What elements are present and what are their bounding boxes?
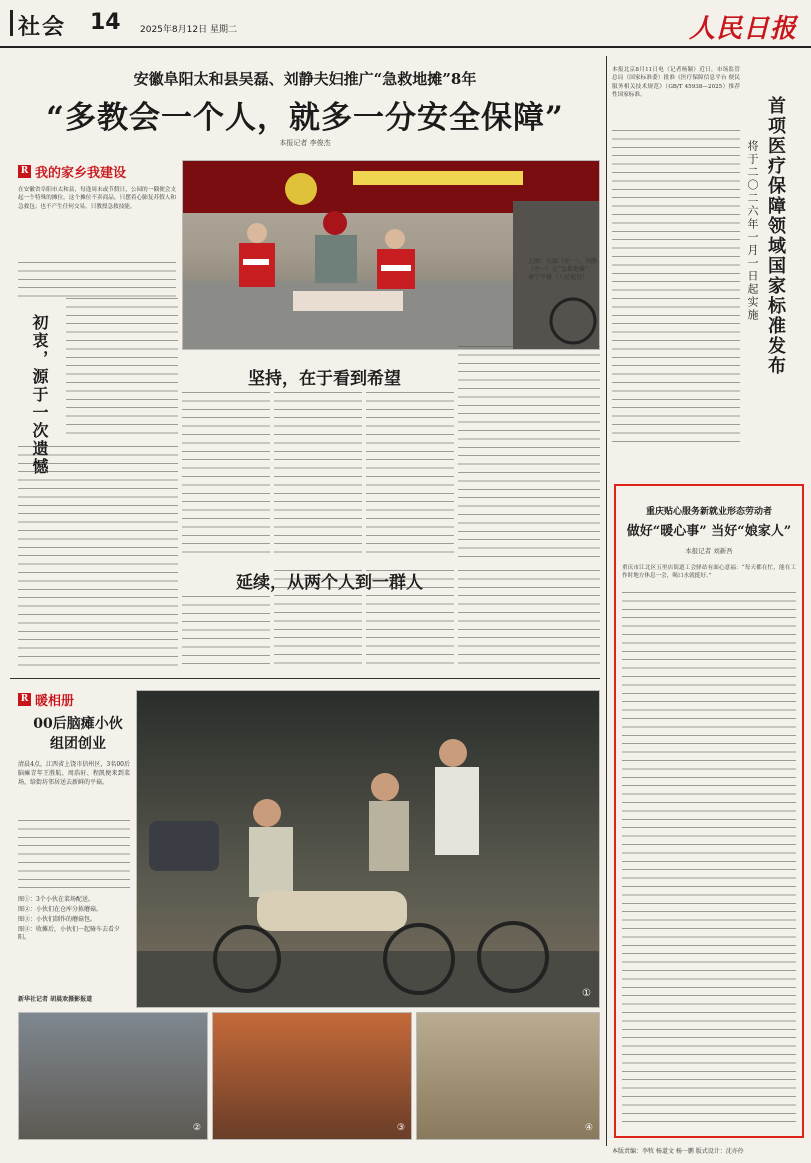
section-name: 社会 bbox=[18, 14, 67, 40]
highlighted-text-block bbox=[622, 592, 796, 1124]
riders-illustration bbox=[137, 691, 600, 1008]
main-photo bbox=[182, 160, 600, 350]
vertical-title: 初衷，源于一次遗憾 bbox=[30, 314, 49, 476]
subhead-persistence: 坚持，在于看到希望 bbox=[248, 369, 401, 389]
section-divider bbox=[10, 10, 13, 36]
main-byline: 本报记者 李俊杰 bbox=[279, 139, 331, 147]
column-tag-hometown bbox=[18, 162, 126, 181]
album-photo-3 bbox=[212, 1012, 412, 1140]
standard-deck: 将于二〇二六年一月一日起实施 bbox=[746, 140, 759, 322]
page-number: 14 bbox=[90, 10, 121, 35]
main-lead: 在安徽省阜阳市太和县，每逢周末或节假日，公园的一隅便会支起一个特殊的摊位。这个摊位不卖商品，只摆着心肺复苏假人和急救包；也不产生任何交易，只教授急救技能。 bbox=[18, 187, 176, 210]
album-photo-main bbox=[136, 690, 600, 1008]
standard-text-block bbox=[612, 130, 740, 448]
section-rule bbox=[10, 678, 600, 679]
album-headline: 00后脑瘫小伙组团创业 bbox=[33, 716, 123, 752]
newspaper-logo: 人民日报 bbox=[688, 14, 797, 44]
main-text-block bbox=[274, 392, 362, 560]
album-photo-4 bbox=[416, 1012, 600, 1140]
main-text-block bbox=[366, 392, 454, 560]
main-text-block bbox=[18, 446, 178, 670]
main-headline: “多教会一个人，就多一分安全保障” bbox=[46, 100, 564, 136]
column-rule bbox=[606, 56, 607, 1146]
page-footer: 本版责编：李牧 杨道文 杨一鹏 版式设计：沈亦伶 bbox=[612, 1148, 744, 1155]
column-tag-label: 暖相册 bbox=[35, 694, 75, 709]
column-tag-icon: R bbox=[18, 165, 31, 178]
masthead bbox=[0, 0, 811, 48]
rescue-scene-illustration bbox=[183, 161, 600, 350]
album-text-block bbox=[18, 820, 130, 892]
photo-marker: ③ bbox=[396, 1123, 405, 1133]
highlighted-byline: 本报记者 刘新吾 bbox=[685, 547, 733, 555]
standard-headline: 首项医疗保障领域国家标准发布 bbox=[765, 96, 786, 376]
main-text-block bbox=[274, 570, 362, 670]
album-caption-2: 图②：小伙们在仓库分拣蘑菇。 bbox=[18, 906, 103, 913]
column-tag-icon: R bbox=[18, 693, 31, 706]
main-photo-caption: 上图：吴磊（左一）、刘静（左一）在“急救地摊”。谢宁平摄（人民视觉） bbox=[528, 258, 598, 281]
photo-marker: ① bbox=[582, 988, 591, 999]
main-text-block bbox=[18, 262, 176, 298]
column-tag-album bbox=[18, 690, 74, 709]
photo-marker: ④ bbox=[584, 1123, 593, 1133]
main-text-block bbox=[182, 596, 270, 670]
main-text-block bbox=[458, 346, 600, 560]
highlighted-lead: 重庆市江北区五里店街道工会驿站有面心意福：“每天都在忙，能在工作时地方休息一会，喝口水就挺好。” bbox=[622, 565, 796, 580]
main-text-block bbox=[66, 298, 178, 438]
album-lead: 清晨4点，江西省上饶市信州区，3名00后脑瘫青年王胜航、周浩轩、程凯便来到菜场，给街坊邻居送去新鲜的平菇。 bbox=[18, 761, 130, 786]
column-tag-label: 我的家乡我建设 bbox=[35, 166, 127, 181]
photo-marker: ② bbox=[192, 1123, 201, 1133]
subhead-continuation: 延续，从两个人到一群人 bbox=[236, 573, 423, 593]
album-photo-2 bbox=[18, 1012, 208, 1140]
standard-lead: 本报北京8月11日电（记者杨颖）近日，市场监管总局（国家标准委）批准《医疗保障信息平台 便民服务相关技术规范》（GB/T 45938—2025）推荐性国家标准。 bbox=[612, 67, 740, 99]
album-credit: 新华社记者 胡晨欢摄影报道 bbox=[18, 996, 93, 1003]
album-caption-4: 图④：收摊后，小伙们一起骑车去看夕阳。 bbox=[18, 926, 121, 941]
album-caption-1: 图①：3个小伙在菜场配送。 bbox=[18, 896, 94, 903]
album-caption-3: 图③：小伙们制作的蘑菇包。 bbox=[18, 916, 97, 923]
highlighted-headline: 做好“暖心事” 当好“娘家人” bbox=[626, 524, 792, 539]
main-kicker: 安徽阜阳太和县吴磊、刘静夫妇推广“急救地摊”8年 bbox=[133, 70, 477, 88]
main-text-block bbox=[458, 570, 600, 670]
main-text-block bbox=[366, 570, 454, 670]
issue-date: 2025年8月12日 星期二 bbox=[140, 25, 237, 35]
highlighted-kicker: 重庆贴心服务新就业形态劳动者 bbox=[645, 507, 772, 517]
main-text-block bbox=[182, 392, 270, 560]
